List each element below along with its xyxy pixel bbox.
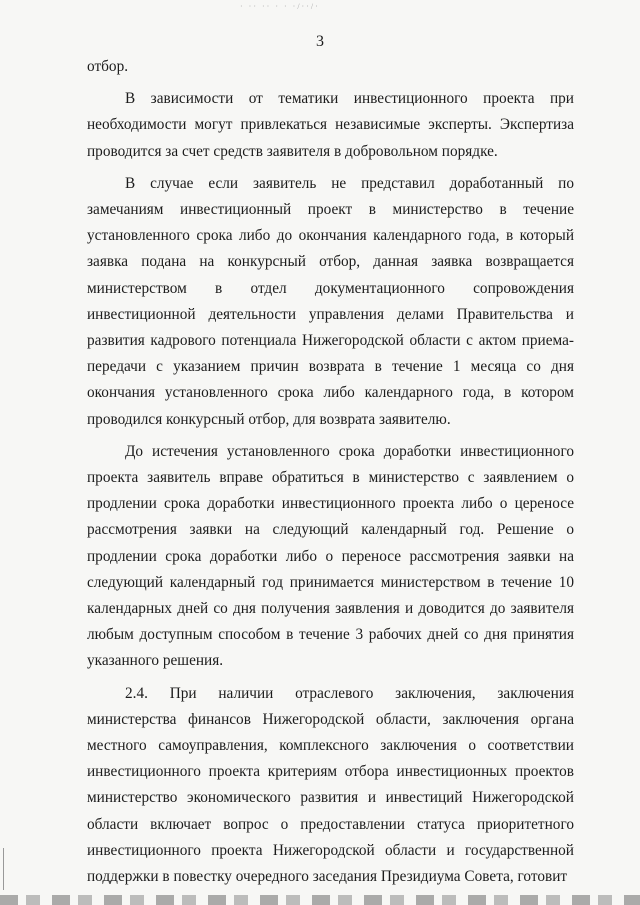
- paragraph-return: В случае если заявитель не представил доработанный по замечаниям инвестиционный проект в министерство в течение установленного срока либо до окончания календарного года, в который заявка подана на конкурсный отбор, данная заявка возвращается министерством в отдел документационного сопровождения инвестиционной деятельности управления делами Правительства и развития кадрового потенциала Нижегородской области с актом приема-передачи с указанием причин возврата в течение 1 месяца со дня окончания установленного срока либо календарного года, в котором проводился конкурсный отбор, для возврата заявителю.: [87, 174, 574, 428]
- scan-artifact: · ·· ·· · · ·/··/·: [240, 2, 320, 11]
- paragraph-experts: В зависимости от тематики инвестиционного проекта при необходимости могут привлекаться независимые эксперты. Экспертиза проводится за счет средств заявителя в добровольном порядке.: [87, 90, 574, 160]
- document-body: [87, 54, 574, 890]
- scan-left-edge: [3, 848, 4, 890]
- paragraph-extension: До истечения установленного срока доработки инвестиционного проекта заявитель вправе обратиться в министерство с заявлением о продлении срока доработки инвестиционного проекта либо о цереносе рассмотрения заявки на следующий календарный год. Решение о продлении срока доработки либо о переносе рассмотрения заявки на следующий календарный год принимается министерством в течение 10 календарных дней со дня получения заявления и доводится до заявителя любым доступным способом в течение 3 рабочих дней со дня принятия указанного решения.: [87, 442, 574, 670]
- paragraph-continuation: отбор.: [87, 58, 129, 75]
- page-number: 3: [316, 33, 324, 50]
- scan-bottom-edge: [0, 895, 640, 905]
- paragraph-section-2-4: 2.4. При наличии отраслевого заключения, заключения министерства финансов Нижегородской области, заключения органа местного самоуправления, комплексного заключения о соответствии инвестиционного проекта критериям отбора инвестиционных проектов министерство экономического развития и инвестиций Нижегородской области включает вопрос о предоставлении статуса приоритетного инвестиционного проекта Нижегородской области и государственной поддержки в повестку очередного заседания Президиума Совета, готовит: [87, 684, 574, 886]
